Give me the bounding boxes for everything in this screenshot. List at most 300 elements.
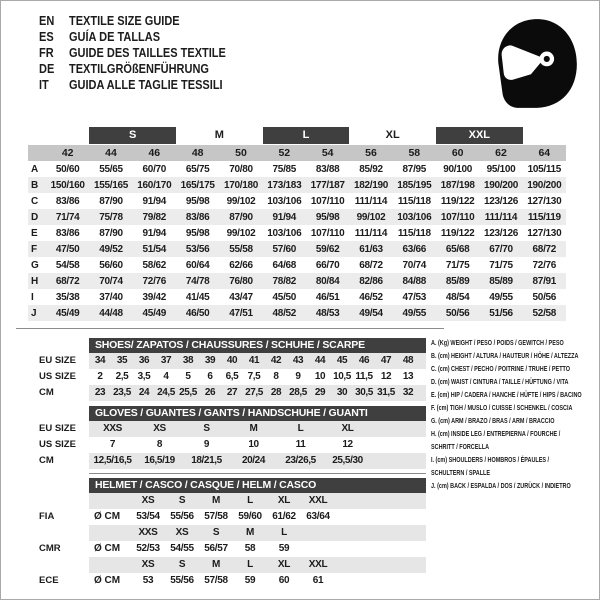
- measurement-row-g: [28, 257, 566, 273]
- value-cell: 36: [138, 355, 150, 366]
- measurement-value: 173/183: [267, 179, 302, 191]
- measurement-row-b: [28, 177, 566, 193]
- measurement-value: 50/56: [445, 307, 470, 319]
- measurement-value: 51/56: [489, 307, 513, 319]
- measurement-value: 99/102: [356, 211, 386, 223]
- table-row: [89, 353, 426, 369]
- row-label: CM: [39, 455, 54, 466]
- size-number: 60: [451, 147, 464, 159]
- measurement-value: 177/187: [310, 179, 345, 191]
- measurement-value: 68/72: [55, 275, 80, 287]
- measurement-value: 85/89: [445, 275, 470, 287]
- legend-item: [431, 362, 599, 375]
- helmet-value: 52/53: [136, 543, 160, 554]
- measurement-value: 55/58: [229, 243, 253, 255]
- legend-line: D. (cm) WAIST / CINTURA / TAILLE / HÜFTUNG / VITA: [431, 377, 569, 386]
- measurement-value: 64/68: [272, 259, 297, 271]
- value-cell: 18/21,5: [191, 455, 222, 466]
- measurement-value: 107/110: [310, 227, 345, 239]
- measurement-value: 56/60: [99, 259, 123, 271]
- measurement-value: 70/80: [229, 163, 253, 175]
- legend-item: [431, 453, 599, 479]
- measurement-row-i: [28, 289, 566, 305]
- language-row: [39, 29, 247, 45]
- legend-item: [431, 401, 599, 414]
- helmet-value-row: [89, 541, 426, 557]
- row-key: A: [31, 163, 39, 175]
- value-cell: 25,5: [179, 387, 197, 398]
- measurement-value: 54/58: [55, 259, 80, 271]
- measurement-value: 72/76: [142, 275, 167, 287]
- measurement-value: 46/50: [185, 307, 210, 319]
- measurement-value: 70/74: [402, 259, 427, 271]
- measurement-value: 78/82: [272, 275, 297, 287]
- language-code: DE: [39, 62, 55, 76]
- helmet-value: 56/57: [204, 543, 228, 554]
- measurement-value: 50/56: [532, 291, 557, 303]
- measurement-value: 165/175: [180, 179, 215, 191]
- measurement-value: 99/102: [226, 227, 256, 239]
- language-code: FR: [39, 46, 54, 60]
- measurement-value: 170/180: [223, 179, 259, 191]
- measurement-value: 37/40: [99, 291, 123, 303]
- language-code: EN: [39, 14, 55, 28]
- size-number: 44: [105, 147, 117, 159]
- unit-label: Ø CM: [94, 511, 121, 522]
- measurement-value: 83/86: [55, 195, 80, 207]
- value-cell: 43: [292, 355, 304, 366]
- measurement-row-h: [28, 273, 566, 289]
- measurement-value: 66/70: [315, 259, 340, 271]
- measurement-value: 71/75: [445, 259, 470, 271]
- measurement-value: 57/60: [272, 243, 297, 255]
- value-cell: 7,5: [247, 371, 261, 382]
- value-cell: 12,5/16,5: [93, 455, 132, 466]
- value-cell: 2,5: [115, 371, 129, 382]
- measurement-value: 87/90: [99, 195, 123, 207]
- language-title: TEXTILE SIZE GUIDE: [69, 14, 180, 28]
- measurement-value: 84/88: [402, 275, 427, 287]
- helmet-size: XXL: [308, 495, 328, 506]
- value-cell: 24: [138, 387, 150, 398]
- helmet-size: XL: [277, 559, 291, 570]
- measurement-row-j: [28, 305, 566, 321]
- gloves-row-labels: [16, 406, 89, 469]
- size-group-s: S: [89, 127, 176, 144]
- measurement-value: 49/55: [489, 291, 513, 303]
- row-label: EU SIZE: [39, 423, 76, 434]
- measurement-value: 76/80: [229, 275, 253, 287]
- helmet-value: 55/56: [170, 511, 194, 522]
- size-number-row: [28, 145, 566, 161]
- value-cell: 37: [160, 355, 172, 366]
- measurement-value: 47/50: [55, 243, 80, 255]
- size-number: 56: [365, 147, 377, 159]
- label-spacer: [16, 493, 89, 509]
- helmet-size: XL: [277, 495, 291, 506]
- measurement-value: 47/51: [229, 307, 253, 319]
- measurement-value: 39/42: [142, 291, 167, 303]
- value-cell: 26: [204, 387, 216, 398]
- language-code: IT: [39, 78, 49, 92]
- legend-line: I. (cm) SHOULDERS / HOMBROS / ÉPAULES /: [431, 455, 550, 464]
- value-cell: 44: [314, 355, 326, 366]
- measurement-value: 60/64: [185, 259, 210, 271]
- measurement-value: 119/122: [440, 227, 475, 239]
- value-cell: 32: [402, 387, 414, 398]
- language-row: [39, 13, 247, 29]
- row-label: EU SIZE: [39, 355, 76, 366]
- measurement-value: 49/52: [99, 243, 123, 255]
- measurement-value: 68/72: [532, 243, 557, 255]
- legend-line: SCHULTERN / SPALLE: [431, 468, 491, 477]
- legend-item: [431, 336, 599, 349]
- measurement-value: 190/200: [483, 179, 519, 191]
- measurement-value: 111/114: [484, 211, 518, 223]
- value-cell: 16,5/19: [144, 455, 175, 466]
- helmet-value: 57/58: [204, 511, 228, 522]
- table-row: [89, 437, 426, 453]
- row-key: G: [31, 259, 39, 271]
- measurement-value: 107/110: [310, 195, 345, 207]
- shoes-block: [16, 338, 426, 401]
- value-cell: 4: [163, 371, 169, 382]
- helmet-size: M: [211, 495, 221, 506]
- measurement-value: 91/94: [272, 211, 297, 223]
- value-cell: 10: [248, 439, 259, 450]
- measurement-value: 160/170: [137, 179, 172, 191]
- helmet-size: XS: [141, 559, 155, 570]
- measurement-value: 95/98: [185, 195, 210, 207]
- language-code: ES: [39, 30, 54, 44]
- helmet-size: L: [247, 495, 253, 506]
- measurement-value: 74/78: [185, 275, 210, 287]
- helmet-size: XXL: [308, 559, 328, 570]
- value-cell: 46: [358, 355, 370, 366]
- measurement-value: 63/66: [402, 243, 427, 255]
- value-cell: 12: [380, 371, 392, 382]
- value-cell: 13: [402, 371, 414, 382]
- measurement-value: 115/119: [527, 211, 561, 223]
- measurement-value: 71/75: [489, 259, 513, 271]
- measurement-value: 187/198: [440, 179, 475, 191]
- value-cell: 42: [270, 355, 282, 366]
- measurement-value: 46/51: [315, 291, 340, 303]
- helmet-size: L: [281, 527, 287, 538]
- helmet-value: 53: [142, 575, 154, 586]
- measurement-value: 87/95: [402, 163, 427, 175]
- measurement-value: 47/53: [402, 291, 427, 303]
- value-cell: 6: [207, 371, 213, 382]
- helmet-table-header: HELMET / CASCO / CASQUE / HELM / CASCO: [89, 478, 426, 493]
- helmet-size: XS: [175, 527, 189, 538]
- measurement-value: 53/56: [185, 243, 210, 255]
- legend-line: G. (cm) ARM / BRAZO / BRAS / ARM / BRACCIO: [431, 416, 555, 425]
- unit-label: Ø CM: [94, 575, 121, 586]
- legend-item: [431, 349, 599, 362]
- size-number: 42: [61, 147, 74, 159]
- measurement-value: 48/54: [445, 291, 470, 303]
- measurement-value: 83/86: [185, 211, 210, 223]
- measurement-value: 119/122: [440, 195, 475, 207]
- value-cell: 10,5: [333, 371, 351, 382]
- measurement-value: 90/100: [443, 163, 473, 175]
- helmet-size: M: [245, 527, 255, 538]
- measurement-value: 182/190: [353, 179, 389, 191]
- size-number: 50: [235, 147, 247, 159]
- measurement-value: 111/114: [354, 195, 388, 207]
- table-row: [89, 421, 426, 437]
- legend-line: C. (cm) CHEST / PECHO / POITRINE / TRUHE / PETTO: [431, 364, 571, 373]
- helmet-value: 58: [244, 543, 256, 554]
- measurement-value: 75/85: [272, 163, 297, 175]
- value-cell: 34: [94, 355, 106, 366]
- legend-item: [431, 479, 599, 492]
- legend-line: F. (cm) TIGH / MUSLO / CUISSE / SCHENKEL / COSCIA: [431, 403, 573, 412]
- measurement-value: 75/78: [99, 211, 123, 223]
- measurement-value: 155/165: [93, 179, 129, 191]
- table-row: [89, 385, 426, 401]
- measurement-row-d: [28, 209, 566, 225]
- standard-label: ECE: [39, 575, 59, 586]
- helmet-value: 59: [244, 575, 256, 586]
- value-cell: 2: [97, 371, 103, 382]
- legend-line: SCHRITT / FORCELLA: [431, 442, 490, 451]
- language-row: [39, 77, 247, 93]
- measurement-value: 79/82: [142, 211, 167, 223]
- measurement-value: 70/74: [99, 275, 123, 287]
- helmet-size: XXS: [138, 527, 158, 538]
- size-number: 58: [408, 147, 421, 159]
- standard-label: FIA: [39, 511, 55, 522]
- measurement-row-a: [28, 161, 566, 177]
- measurement-value: 185/195: [397, 179, 432, 191]
- helmet-value: 60: [278, 575, 290, 586]
- helmet-table: [89, 478, 426, 589]
- gloves-table: [89, 406, 426, 469]
- row-label: CM: [39, 387, 54, 398]
- size-group-row: [28, 127, 566, 145]
- measurement-value: 85/89: [489, 275, 513, 287]
- measurement-value: 65/75: [185, 163, 210, 175]
- row-key: I: [31, 291, 34, 303]
- value-cell: 47: [380, 355, 392, 366]
- standard-label: CMR: [39, 543, 61, 554]
- language-title: GUÍA DE TALLAS: [69, 30, 161, 44]
- measurement-value: 127/130: [527, 227, 562, 239]
- helmet-size-row: [89, 557, 426, 573]
- measurement-value: 103/106: [267, 227, 302, 239]
- measurement-value: 87/90: [229, 211, 253, 223]
- row-key: H: [31, 275, 39, 287]
- helmet-size: S: [178, 495, 186, 506]
- legend-line: H. (cm) INSIDE LEG / ENTREPIERNA / FOURCHE /: [431, 429, 561, 438]
- value-cell: 9: [295, 371, 301, 382]
- row-key: B: [31, 179, 39, 191]
- value-cell: 31,5: [377, 387, 395, 398]
- row-key: F: [31, 243, 38, 255]
- measurement-value: 95/98: [185, 227, 210, 239]
- measurement-value: 52/58: [532, 307, 557, 319]
- measurement-value: 150/160: [50, 179, 85, 191]
- shoes-table-header: SHOES/ ZAPATOS / CHAUSSURES / SCHUHE / SCARPE: [89, 338, 426, 353]
- value-cell: 24,5: [157, 387, 175, 398]
- measurement-value: 50/60: [55, 163, 80, 175]
- measurement-value: 51/54: [142, 243, 167, 255]
- unit-spacer: [89, 493, 131, 509]
- measurement-value: 55/65: [99, 163, 123, 175]
- value-cell: 8: [273, 371, 279, 382]
- measurement-value: 95/100: [486, 163, 516, 175]
- unit-spacer: [89, 557, 131, 573]
- value-cell: 30,5: [355, 387, 373, 398]
- value-cell: 35: [116, 355, 128, 366]
- helmet-size: XS: [141, 495, 155, 506]
- measurement-value: 82/86: [359, 275, 383, 287]
- size-group-xl: XL: [385, 129, 400, 141]
- size-group-l: L: [263, 127, 350, 144]
- table-row: [89, 453, 426, 469]
- measurement-value: 62/66: [229, 259, 253, 271]
- legend-line: J. (cm) BACK / ESPALDA / DOS / ZURÜCK / INDIETRO: [431, 481, 571, 490]
- measurement-value: 190/200: [527, 179, 562, 191]
- helmet-value: 61/62: [272, 511, 296, 522]
- divider-line: [89, 473, 426, 474]
- size-number: 52: [278, 147, 291, 159]
- helmet-value: 59: [278, 543, 290, 554]
- row-key: E: [31, 227, 38, 239]
- measurement-value: 87/90: [99, 227, 123, 239]
- size-group-m: M: [214, 129, 224, 141]
- shoes-row-labels: [16, 338, 89, 401]
- helmet-value: 54/55: [170, 543, 194, 554]
- size-group-spacer: [28, 127, 89, 144]
- size-group-xxl: XXL: [436, 127, 523, 144]
- measurement-value: 41/45: [185, 291, 210, 303]
- gloves-block: [16, 406, 426, 469]
- helmet-value: 61: [312, 575, 324, 586]
- value-cell: 12: [342, 439, 353, 450]
- value-cell: L: [297, 423, 304, 434]
- language-row: [39, 45, 247, 61]
- value-cell: 40: [226, 355, 238, 366]
- measurement-value: 127/130: [527, 195, 562, 207]
- unit-label: Ø CM: [94, 543, 121, 554]
- value-cell: 11: [295, 439, 306, 450]
- value-cell: XL: [341, 423, 354, 434]
- helmet-size: M: [211, 559, 221, 570]
- value-cell: 11,5: [355, 371, 373, 382]
- measurement-value: 60/70: [142, 163, 167, 175]
- measurement-value: 46/52: [359, 291, 383, 303]
- value-cell: 6,5: [225, 371, 239, 382]
- value-cell: 20/24: [241, 455, 266, 466]
- value-cell: 8: [156, 439, 163, 450]
- measurement-value: 103/106: [397, 211, 432, 223]
- measurement-value: 105/115: [527, 163, 562, 175]
- helmet-size-row: [89, 525, 426, 541]
- measurement-value: 123/126: [483, 227, 519, 239]
- value-cell: 7: [109, 439, 116, 450]
- helmet-size: L: [247, 559, 253, 570]
- value-cell: M: [249, 423, 258, 434]
- value-cell: 27,5: [245, 387, 263, 398]
- measurement-value: 48/52: [272, 307, 297, 319]
- language-title: GUIDA ALLE TAGLIE TESSILI: [69, 78, 223, 92]
- helmet-block: [16, 478, 426, 589]
- helmet-value: 55/56: [170, 575, 194, 586]
- measurement-value: 44/48: [99, 307, 123, 319]
- value-cell: 30: [336, 387, 348, 398]
- divider-line: [16, 328, 444, 329]
- measurement-value: 61/63: [359, 243, 383, 255]
- row-key: C: [31, 195, 39, 207]
- measurement-value: 49/55: [402, 307, 427, 319]
- measurement-value: 103/106: [267, 195, 302, 207]
- value-cell: 29: [314, 387, 326, 398]
- measurement-value: 71/74: [55, 211, 80, 223]
- value-cell: 10: [314, 371, 326, 382]
- helmet-size: S: [178, 559, 186, 570]
- legend-line: A. (Kg) WEIGHT / PESO / POIDS / GEWITCH / PESO: [431, 338, 564, 347]
- helmet-value-row: [89, 509, 426, 525]
- helmet-value-row: [89, 573, 426, 589]
- value-cell: 41: [248, 355, 260, 366]
- language-header: [39, 13, 247, 93]
- value-cell: 23,5: [113, 387, 131, 398]
- shoes-table: [89, 338, 426, 401]
- helmet-size-row: [89, 493, 426, 509]
- value-cell: 38: [182, 355, 194, 366]
- value-cell: 23: [94, 387, 106, 398]
- size-number: 64: [538, 147, 551, 159]
- measurement-value: 67/70: [489, 243, 513, 255]
- helmet-icon: [478, 13, 588, 115]
- measurement-value: 115/118: [397, 227, 431, 239]
- value-cell: 9: [203, 439, 210, 450]
- helmet-row-labels: [16, 478, 89, 589]
- legend-line: B. (cm) HEIGHT / ALTURA / HAUTEUR / HÖHE / ALTEZZA: [431, 351, 579, 360]
- measurement-value: 49/54: [359, 307, 383, 319]
- helmet-value: 63/64: [306, 511, 330, 522]
- language-title: TEXTILGRÖßENFÜHRUNG: [69, 62, 209, 76]
- size-number: 54: [321, 147, 334, 159]
- size-number: 48: [191, 147, 204, 159]
- measurement-value: 43/47: [229, 291, 253, 303]
- measurement-value: 85/92: [359, 163, 383, 175]
- measurement-value: 72/76: [532, 259, 557, 271]
- legend-item: [431, 427, 599, 453]
- language-title: GUIDE DES TAILLES TEXTILE: [69, 46, 226, 60]
- measurement-row-f: [28, 241, 566, 257]
- unit-spacer: [89, 525, 131, 541]
- legend-item: [431, 388, 599, 401]
- measurement-value: 123/126: [483, 195, 519, 207]
- value-cell: 27: [226, 387, 238, 398]
- legend-line: E. (cm) HIP / CADERA / HANCHE / HÜFTE / HIPS / BACINO: [431, 390, 582, 399]
- value-cell: 5: [185, 371, 191, 382]
- measurement-value: 58/62: [142, 259, 167, 271]
- label-spacer: [16, 557, 89, 573]
- measurement-value: 48/53: [315, 307, 340, 319]
- measurement-value: 45/49: [142, 307, 167, 319]
- measurement-value: 87/91: [532, 275, 557, 287]
- size-group-spacer: [523, 127, 566, 144]
- measurement-value: 83/86: [55, 227, 80, 239]
- value-cell: 3,5: [137, 371, 151, 382]
- measurement-value: 65/68: [445, 243, 470, 255]
- value-cell: S: [203, 423, 210, 434]
